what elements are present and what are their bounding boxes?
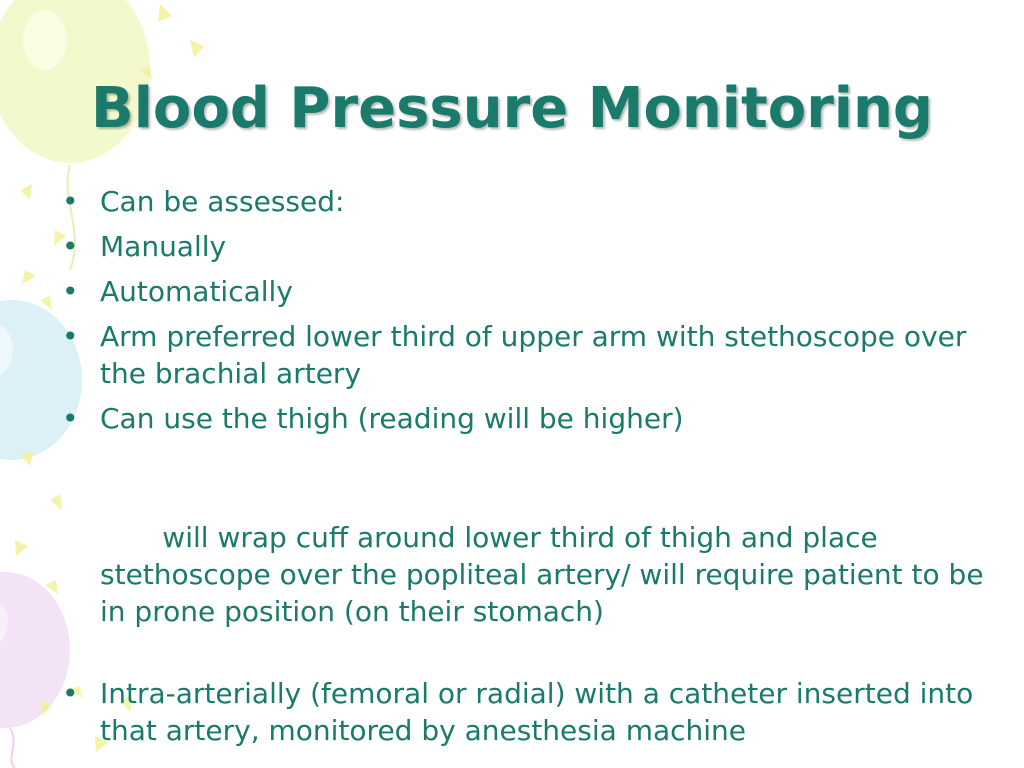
bullet-marker: • <box>62 185 79 218</box>
list-item-text: Intra-arterially (femoral or radial) with a catheter inserted into that artery, monitored by anesthesia machine <box>100 677 974 747</box>
slide-title: Blood Pressure Monitoring <box>91 76 933 141</box>
list-item-text: Manually <box>100 230 227 263</box>
bullet-marker: • <box>62 230 79 263</box>
list-item-text: Arm preferred lower third of upper arm with stethoscope over the brachial artery <box>100 320 967 390</box>
list-item-text: Can use the thigh (reading will be higher) <box>100 402 684 435</box>
list-item <box>58 183 988 220</box>
list-item <box>58 675 988 749</box>
bullet-marker: • <box>62 402 79 435</box>
bullet-marker: • <box>62 275 79 308</box>
list-item-continuation <box>58 445 993 667</box>
list-item-text: Automatically <box>100 275 293 308</box>
list-item <box>58 400 988 437</box>
bullet-list <box>58 183 993 757</box>
list-item <box>58 273 988 310</box>
list-item <box>58 228 988 265</box>
bullet-marker: • <box>62 320 79 353</box>
list-item <box>58 318 988 392</box>
list-item-text: Can be assessed: <box>100 185 345 218</box>
list-item-text: will wrap cuff around lower third of thigh and place stethoscope over the popliteal artery/ will require patient to be in prone position (on their stomach) <box>100 521 993 628</box>
bullet-marker: • <box>62 677 79 710</box>
